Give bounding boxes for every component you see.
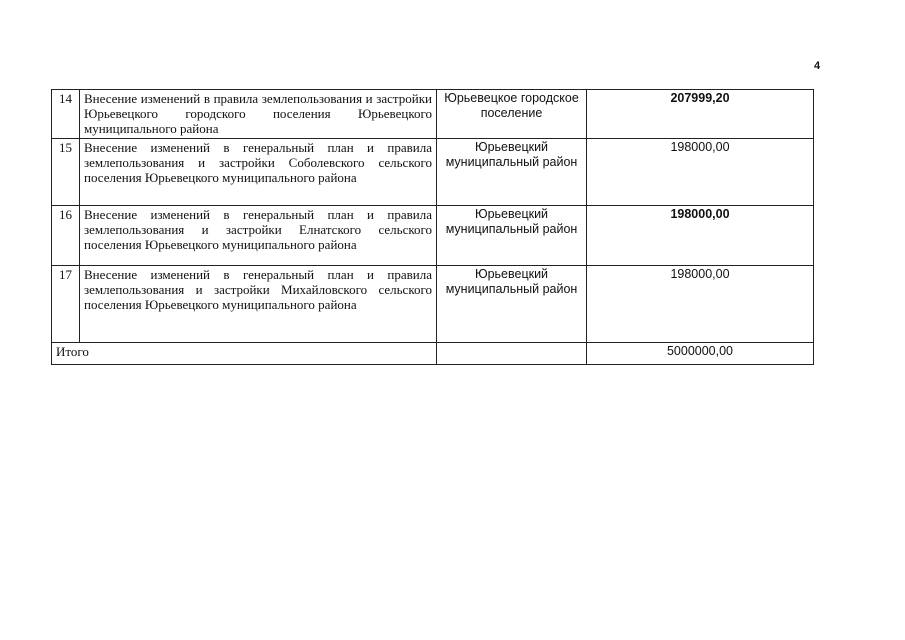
- budget-table: [51, 89, 814, 365]
- row-amount: 198000,00: [587, 266, 814, 343]
- row-description: Внесение изменений в генеральный план и правила землепользования и застройки Елнатского сельского поселения Юрьевецкого муниципального района: [80, 206, 437, 266]
- row-territory: Юрьевецкий муниципальный район: [437, 206, 587, 266]
- table-row: [52, 139, 814, 206]
- total-territory-empty: [437, 343, 587, 365]
- row-territory: Юрьевецкий муниципальный район: [437, 139, 587, 206]
- row-number: 17: [52, 266, 80, 343]
- row-number: 14: [52, 90, 80, 139]
- row-territory: Юрьевецкий муниципальный район: [437, 266, 587, 343]
- row-amount: 198000,00: [587, 139, 814, 206]
- row-number: 16: [52, 206, 80, 266]
- row-amount: 207999,20: [587, 90, 814, 139]
- row-number: 15: [52, 139, 80, 206]
- total-row: [52, 343, 814, 365]
- total-amount: 5000000,00: [587, 343, 814, 365]
- row-amount: 198000,00: [587, 206, 814, 266]
- row-description: Внесение изменений в правила землепользования и застройки Юрьевецкого городского поселения Юрьевецкого муниципального района: [80, 90, 437, 139]
- page-number: 4: [814, 60, 821, 72]
- table-row: [52, 206, 814, 266]
- table-row: [52, 266, 814, 343]
- row-description: Внесение изменений в генеральный план и правила землепользования и застройки Михайловского сельского поселения Юрьевецкого муниципального района: [80, 266, 437, 343]
- table-row: [52, 90, 814, 139]
- total-label: Итого: [52, 343, 437, 365]
- row-territory: Юрьевецкое городское поселение: [437, 90, 587, 139]
- row-description: Внесение изменений в генеральный план и правила землепользования и застройки Соболевского сельского поселения Юрьевецкого муниципального района: [80, 139, 437, 206]
